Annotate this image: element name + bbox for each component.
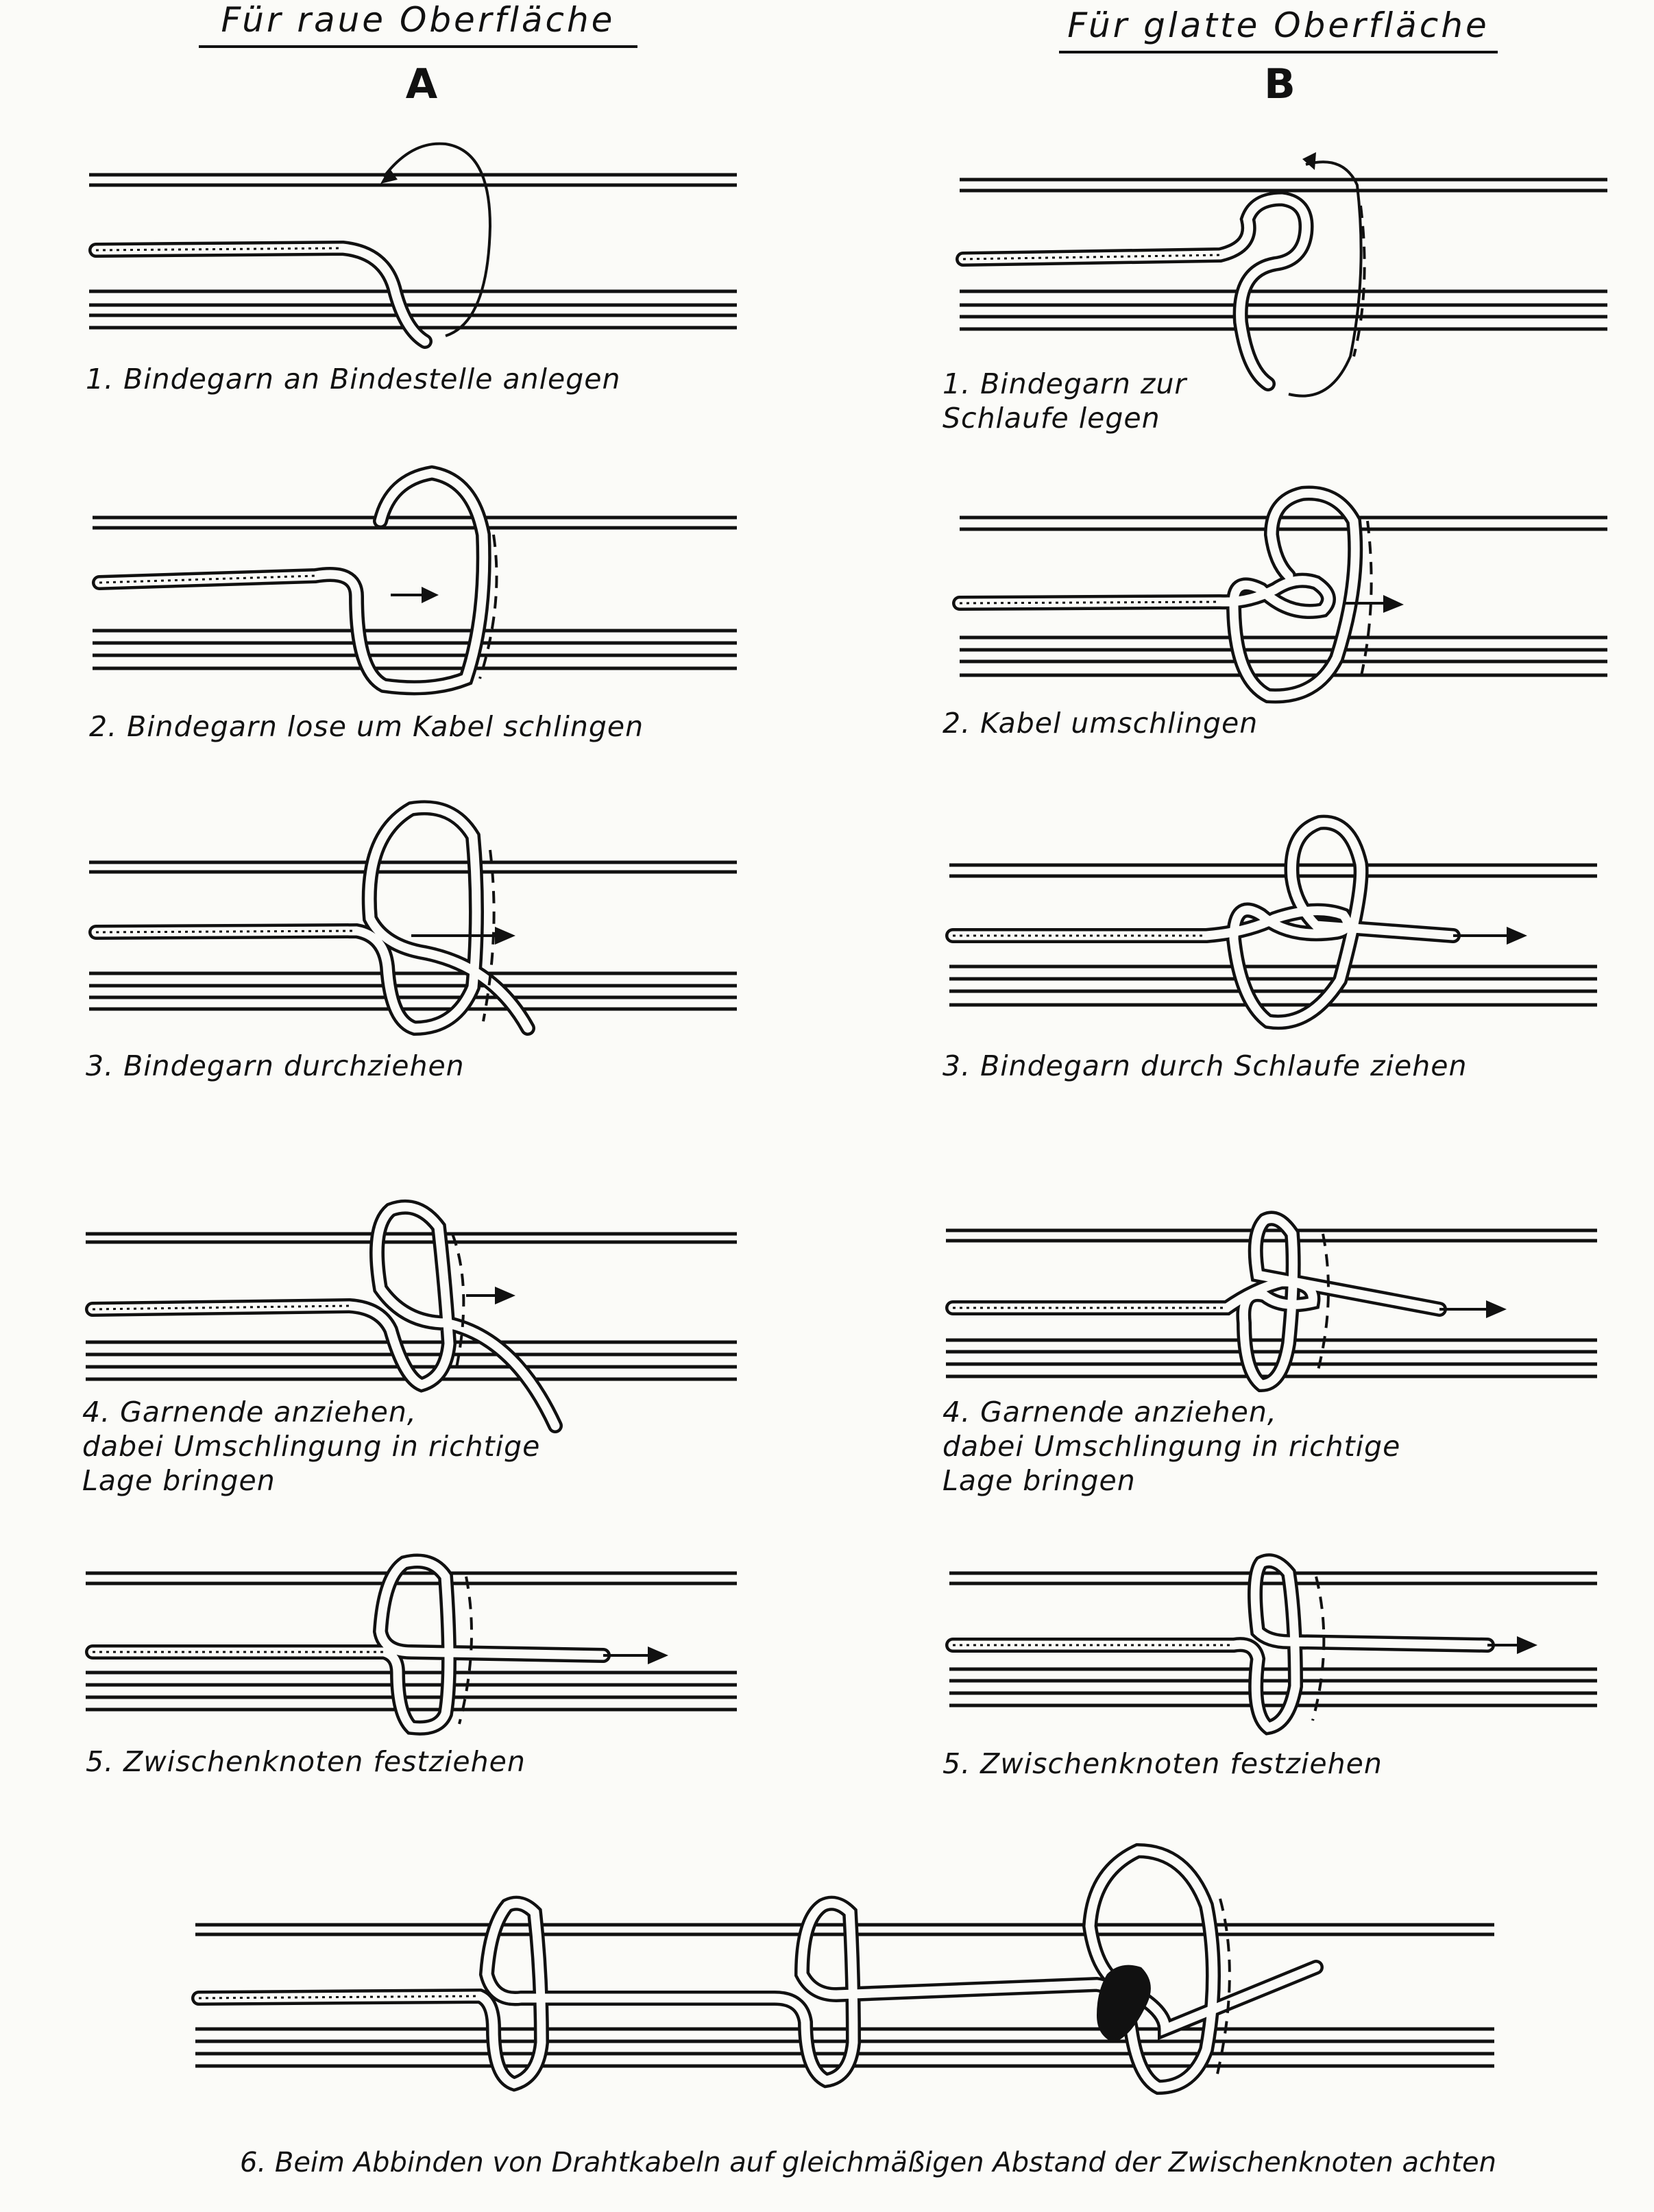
twine-b2 <box>960 494 1404 696</box>
step-b1-caption: 1. Bindegarn zur Schlaufe legen <box>942 367 1187 435</box>
step-a3-caption: 3. Bindegarn durchziehen <box>86 1049 465 1082</box>
column-b-letter: B <box>1264 60 1296 108</box>
twine-b5 <box>953 1561 1537 1727</box>
step-a1-caption: 1. Bindegarn an Bindestelle anlegen <box>86 363 621 396</box>
twine-final <box>199 1851 1316 2087</box>
step-a5-caption: 5. Zwischenknoten festziehen <box>86 1745 526 1778</box>
twine-b1 <box>963 152 1365 396</box>
column-a-heading: Für raue Oberfläche <box>199 0 637 48</box>
twine-b4 <box>953 1219 1507 1385</box>
step-b5-caption: 5. Zwischenknoten festziehen <box>942 1747 1383 1780</box>
step-a4-caption: 4. Garnende anziehen, dabei Umschlingung in richtige Lage bringen <box>82 1396 541 1497</box>
step-6-caption: 6. Beim Abbinden von Drahtkabeln auf gleichmäßigen Abstand der Zwischenknoten achten <box>240 2147 1496 2178</box>
step-b3-caption: 3. Bindegarn durch Schlaufe ziehen <box>942 1049 1468 1082</box>
step-b2-caption: 2. Kabel umschlingen <box>942 707 1258 740</box>
step-b4-caption: 4. Garnende anziehen, dabei Umschlingung in richtige Lage bringen <box>942 1396 1401 1497</box>
column-b-heading: Für glatte Oberfläche <box>1059 5 1498 53</box>
step-a2-caption: 2. Bindegarn lose um Kabel schlingen <box>89 710 644 743</box>
column-a-letter: A <box>405 60 438 108</box>
